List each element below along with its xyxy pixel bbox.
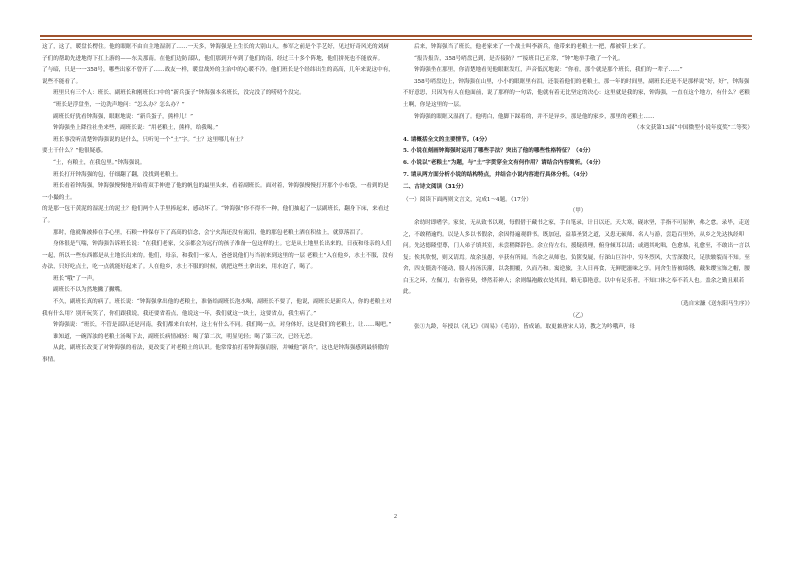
classical-text: 余幼时即嗜学。家贫，无从致书以观，每假借于藏书之家，手自笔录，计日以还。天大寒，砚冰坚，手指不可屈伸，弗之怠。录毕，走送之，不敢稍逾约。以是人多以书假余，余因得遍观群书。既加冠，益慕圣贤之道，又患无硕师、名人与游，尝趋百里外，从乡之先达执经叩问。先达德隆望尊，门人弟子填其室，未尝稍降辞色。余立侍左右，援疑质理，俯身倾耳以请；或遇其叱咄，色愈恭，礼愈至，不敢出一言以复；俟其欣悦，则又请焉。故余虽愚，卒获有所闻。当余之从师也，负箧曳屣，行深山巨谷中，穷冬烈风，大雪深数尺，足肤皲裂而不知。至舍，四支僵劲不能动，媵人持汤沃灌，以衾拥覆，久而乃和。寓逆旅，主人日再食，无鲜肥滋味之享。同舍生皆被绮绣，戴朱缨宝饰之帽，腰白玉之环，左佩刀，右备容臭，烨然若神人；余则缊袍敝衣处其间，略无慕艳意。以中有足乐者，不知口体之奉不若人也。盖余之勤且艰若此。 (403, 219, 750, 296)
story-paragraph: 副班长好犹看钟海强，眼眶地说：“新兵蛋子，熊样儿！” (53, 113, 193, 120)
story-paragraph: 从此，副班长改变了对钟海强的看法，更改变了对老粮土的认识。他常常拍打着钟海强肩膀，并喊他“新兵”，这也是钟海强感到最骄傲的事情。 (42, 345, 389, 364)
story-paragraph: 后来，钟海强当了班长，他老家来了一个战士叫李新兵，他带来的老粮土一把，都被带上来了。 (414, 44, 649, 50)
story-paragraph: 副班长不以为然地撇了撇嘴。 (53, 287, 126, 294)
story-paragraph: 钟海强坐上降往社坐来些，副班长说：“用老粮土，熊样，给我喝。” (53, 125, 219, 132)
story-paragraph: 班长打开钟海强的包，仔细翻了翻，没找到老粮土。 (53, 171, 182, 178)
story-paragraph: 班里只有三个人：班长、副班长和刚班长口中的“新兵蛋子”钟海强本名班长，没完没了的唠叨个没完。 (53, 90, 305, 97)
subsection-title: （一）阅读下面两则文言文，完成1～4题。（17分） (403, 196, 532, 203)
right-column (403, 42, 753, 334)
story-paragraph: 班长“哦”了一声。 (53, 275, 98, 282)
story-paragraph: “报告报告，358号哨盘已到，是否接防？”“接班目已正常，“钟”地举手敬了一个礼。 (414, 55, 624, 62)
question-7: 7. 请从两方面分析小说的结构特点，并结合小说内容进行具体分析。（4分） (403, 171, 591, 178)
text-label-jia: （甲） (569, 208, 587, 215)
left-column (42, 42, 394, 367)
classical-source: （选自宋濂《送东阳马生序》） (677, 301, 753, 308)
question-5: 5. 小说在刻画钟海强时运用了哪些手法？突出了他的哪些性格特征？（4分） (403, 148, 594, 155)
story-paragraph: 不久，副班长真的病了。班长说：“钟海强拿出他的老粮土，准备给副班长泡水喝，副班长不要了，他说，副班长是新兵人，你的老粮土对我有什么用？别开玩笑了，你们跟我说，我还要省着点，他说这一年，我们就这一块土，这要省点，我生病了。” (42, 299, 392, 317)
story-paragraph: 班长看着钟海强，钟海强慢慢地开始将双手伸进了他的帆包的最里头来，看着副班长。面对着，钟海强慢慢打开那个小布袋，一看到的是一小撮的土。 (42, 183, 389, 201)
story-paragraph: “土，有粮土，在我包里。”钟海强说。 (53, 159, 146, 166)
story-paragraph: 的是那一包干黄泥的湿泥土的泥土？他们两个人手里捧起来，感动坏了。“钟海强”你不得不一种，他们抽起了一层副班长，翻身下床，来看过了。 (42, 206, 389, 224)
text-label-yi: （乙） (569, 312, 587, 319)
section-title: 二、古诗文阅读（31分） (403, 184, 467, 191)
source-note: （本文获第13届“中国微型小说年度奖”二等奖） (633, 125, 753, 132)
story-paragraph: 358号哨盘边上，钟海强在山里，小小的眼眶里有泪，还装着他们的老粮土，那一年的时间里，副班长还是不是那样说“好，好”，钟海强不好意思，只因为有人在他面前，说了那样的一句话，他就有着无比坚定的决心：这里就是我的家，钟海强，一直在这个地方，有什么？老粮土啊，你是这里的一层。 (403, 78, 750, 108)
story-paragraph: 要土干什么？”他很疑惑。 (42, 148, 107, 155)
page-number: 2 (394, 514, 397, 520)
classical-text-yi: 张①九龄，年授以《礼记》《周易》《毛诗》，皆成诵。取更兼唐宋人诗，教之为吟哦声，母 (414, 324, 635, 331)
story-paragraph: “班长是浮盘坐，一边洗声地问：“怎么办？怎么办？” (53, 101, 185, 108)
header-rule-thin (40, 39, 752, 40)
story-paragraph: 班长事没听清楚钟海强说的是什么，只听见一个“土”字。“土？这里哪儿有土？ (53, 136, 247, 143)
story-paragraph: 这了，这了，暖盘长楞住。他的眼眶不由自主地湿润了……一天多，钟海强是上生长的大别山人，参军之前是个手艺好，见过好奇风光的刘厨子们的帮助先进地得下扛上游的——东关那南。在他们边防部队，他们那到开车到了他们的南，经过三十多个阵地，他们拼死也不能放弃。 (42, 44, 389, 62)
question-6: 6. 小说以“老粮土”为题，与“土”字贯穿全文有何作用？请结合内容简析。（4分） (403, 159, 604, 166)
question-4: 4. 请概括全文的主要情节。（4分） (403, 136, 491, 143)
story-paragraph: 钟海强说：“班长，不管是部队还是河南，我们都来自农村，这土有什么不同。我们喝一点，对身体好，这是我们的老粮土，让……喝吧。” (53, 322, 392, 329)
header-rule-thick (40, 35, 752, 37)
story-paragraph: 谁知道，一碗浑浊的老粮土汤喝下去，副班长病情减轻：喝了第二次，明显见轻；喝了第三次，已经无恙。 (53, 333, 316, 340)
story-paragraph: 钟海强的眼眶又湿润了。他明白，他脚下踩着的，并不是异乡，那是他的家乡，那里的老粮土…… (414, 113, 655, 120)
story-paragraph: 那时，他就像被捧在手心里，石粮一样保存下了高高的信念，会宁火海还没有流泪，他的那包老粮土洒在积盐上，就算落泪了。 (53, 229, 367, 236)
story-paragraph: 了与暗，只是一一358号，哪些出家不曾开了……战友一样，暖盘战外的主治中的心暖不冷。他们班长是个经纬出生的高高，几年来说这中有，说些不能看了。 (42, 67, 394, 85)
story-paragraph: 身体很是气喘，钟海强告诉班长说：“在我们老家，父亲都会为远行的孩子准备一包这样的土。它是从土地里长出来的，日夜和母亲的人们一起，所以一些东西都是从土地长出来的。他们，母亲，和我们一家人，爸爸说他们与当初来到这里的一层 老粮土”入在他乡，水土不服，没有办法，只好吃点土，吃一点就能好起来了。人在他乡，水土不服的时候，就把这些土拿出来，用水泡了，喝了。 (42, 241, 394, 271)
story-paragraph: 钟海强坐在那里，你清楚地看见他眼眶发红，声音低沉地说：“你看，那个就是那个班长，我们的一辈子……” (414, 67, 683, 74)
